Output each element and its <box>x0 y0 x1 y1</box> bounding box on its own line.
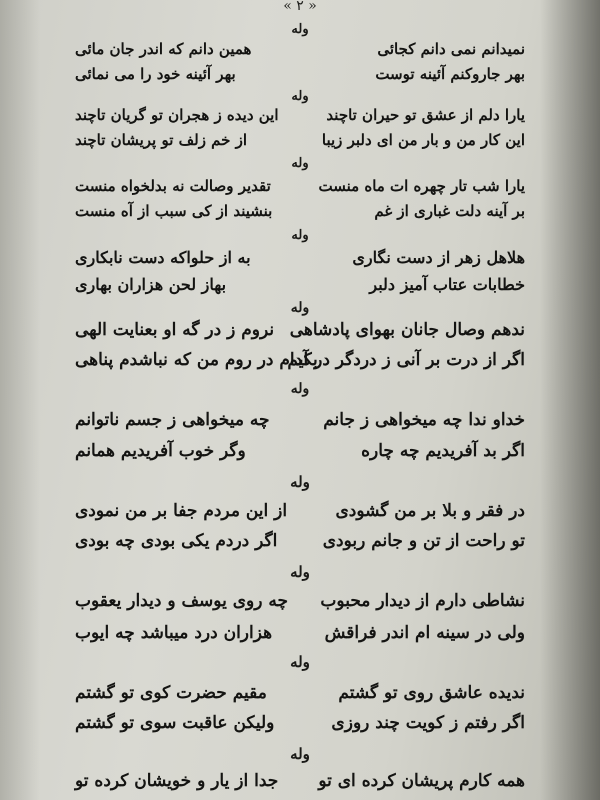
verse-hemistich: خداو ندا چه میخواهی ز جانم <box>323 410 525 430</box>
verse-hemistich: نروم ز در گه او بعنایت الهی <box>75 320 275 340</box>
verse-hemistich: اگر دردم یکی بودی چه بودی <box>75 531 278 551</box>
verse-hemistich: بهر جاروکنم آئینه توست <box>375 65 525 83</box>
section-heading: وله <box>290 381 310 397</box>
verse-hemistich: وگر خوب آفریدیم همانم <box>75 441 246 461</box>
page-number: « ۲ » <box>283 0 317 14</box>
verse-hemistich: از خم زلف تو پریشان تاچند <box>75 131 248 149</box>
section-heading: وله <box>290 653 310 671</box>
verse-hemistich: بهاز لحن هزاران بهاری <box>75 275 227 294</box>
verse-hemistich: خطابات عتاب آمیز دلبر <box>369 275 525 294</box>
verse-hemistich: هلاهل زهر از دست نگاری <box>352 248 525 267</box>
verse-hemistich: همین دانم که اندر جان مائی <box>75 40 252 58</box>
verse-hemistich: بر آینه دلت غباری از غم <box>374 202 525 220</box>
verse-hemistich: این دیده ز هجران تو گریان تاچند <box>75 106 279 124</box>
verse-hemistich: بنشیند از کی سبب از آه منست <box>75 202 273 220</box>
verse-hemistich: به از حلواکه دست نابکاری <box>75 248 251 267</box>
section-heading: وله <box>290 563 310 581</box>
verse-hemistich: همه کارم پریشان کرده ای تو <box>318 771 525 791</box>
verse-hemistich: یارا شب تار چهره ات ماه منست <box>318 177 525 195</box>
verse-hemistich: اگر رفتم ز کویت چند روزی <box>331 713 525 733</box>
verse-hemistich: ندیده عاشق روی تو گشتم <box>338 683 525 703</box>
verse-hemistich: بکدام در روم من که نباشدم پناهی <box>75 350 318 370</box>
section-heading: وله <box>290 300 310 316</box>
verse-hemistich: اگر از درت بر آنی ز دردگر در آیم <box>287 350 525 370</box>
verse-hemistich: این کار من و بار من ای دلبر زیبا <box>321 131 525 149</box>
verse-hemistich: تقدیر وصالت نه بدلخواه منست <box>75 177 271 195</box>
verse-hemistich: چه روی یوسف و دیدار یعقوب <box>75 591 288 611</box>
verse-hemistich: ندهم وصال جانان بهوای پادشاهی <box>289 320 525 340</box>
verse-hemistich: یارا دلم از عشق تو حیران تاچند <box>326 106 525 124</box>
section-heading: وله <box>291 89 309 104</box>
section-heading: وله <box>290 745 310 763</box>
verse-hemistich: جدا از یار و خویشان کرده تو <box>75 771 279 791</box>
verse-hemistich: چه میخواهی ز جسم ناتوانم <box>75 410 270 430</box>
verse-hemistich: نشاطی دارم از دیدار محبوب <box>320 591 525 611</box>
verse-hemistich: در فقر و بلا بر من گشودی <box>335 501 525 521</box>
verse-hemistich: ولیکن عاقبت سوی تو گشتم <box>75 713 275 733</box>
verse-hemistich: هزاران درد میباشد چه ایوب <box>75 623 273 643</box>
verse-hemistich: اگر بد آفریدیم چه چاره <box>361 441 525 461</box>
verse-hemistich: نمیدانم نمی دانم کجائی <box>377 40 525 58</box>
verse-hemistich: از این مردم جفا بر من نمودی <box>75 501 288 521</box>
section-heading: وله <box>290 473 310 491</box>
verse-hemistich: بهر آئینه خود را می نمائی <box>75 65 236 83</box>
verse-hemistich: مقیم حضرت کوی تو گشتم <box>75 683 267 703</box>
section-heading: وله <box>291 22 309 37</box>
section-heading: وله <box>291 156 309 171</box>
verse-hemistich: ولی در سینه ام اندر فراقش <box>324 623 525 643</box>
section-heading: وله <box>291 228 309 243</box>
verse-hemistich: تو راحت از تن و جانم ربودی <box>322 531 525 551</box>
